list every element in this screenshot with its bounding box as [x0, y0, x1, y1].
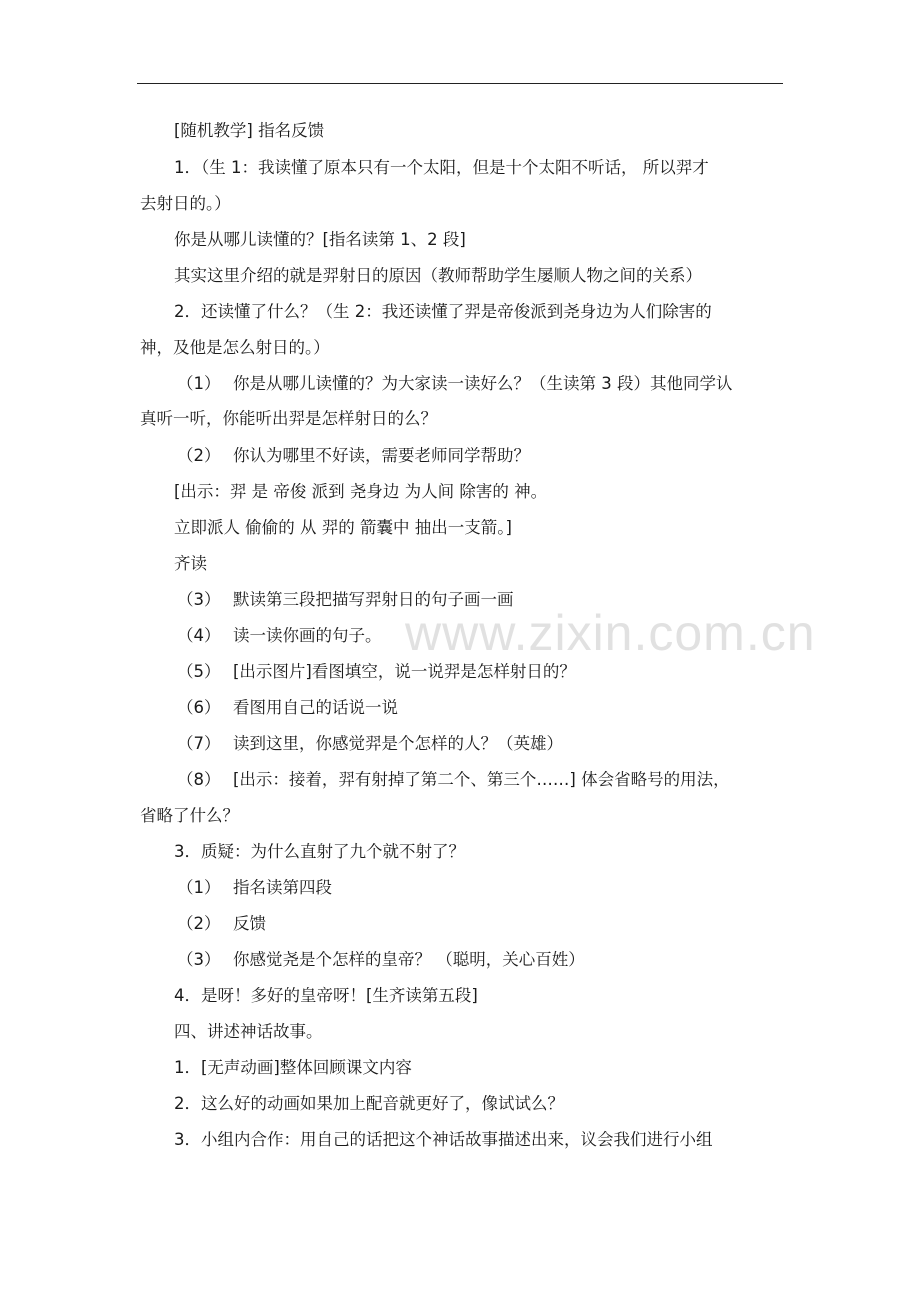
list-item — [177, 374, 733, 394]
header-rule — [137, 83, 783, 84]
list-item-text: 指名读第四段 — [233, 878, 332, 897]
list-item-number: （1） — [177, 374, 221, 393]
list-item-text: 你感觉尧是个怎样的皇帝？ （聪明，关心百姓） — [233, 950, 585, 969]
list-item — [177, 734, 563, 754]
list-item-text: 反馈 — [233, 914, 266, 933]
line-display-1: [出示：羿 是 帝俊 派到 尧身边 为人间 除害的 神。 — [174, 482, 548, 501]
line-question: 3．质疑：为什么直射了九个就不射了？ — [174, 842, 465, 861]
list-item — [177, 770, 730, 790]
list-item-number: （3） — [177, 590, 221, 609]
line-animation: 1．[无声动画]整体回顾课文内容 — [174, 1058, 412, 1077]
list-item-number: （5） — [177, 662, 221, 681]
list-item — [177, 446, 530, 466]
line-student-2-cont: 神，及他是怎么射日的。） — [140, 338, 330, 357]
list-item-cont: 真听一听，你能听出羿是怎样射日的么？ — [140, 409, 437, 428]
list-item-number: （7） — [177, 734, 221, 753]
list-item-number: （2） — [177, 914, 221, 933]
line-reason: 其实这里介绍的就是羿射日的原因（教师帮助学生屡顺人物之间的关系） — [174, 266, 702, 285]
list-item — [177, 698, 398, 718]
list-item-cont: 省略了什么？ — [140, 806, 239, 825]
list-item-number: （1） — [177, 878, 221, 897]
list-item — [177, 590, 514, 610]
list-item — [177, 914, 266, 934]
line-group-work: 3．小组内合作：用自己的话把这个神话故事描述出来，议会我们进行小组 — [174, 1130, 713, 1149]
section-heading: 四、讲述神话故事。 — [174, 1022, 323, 1041]
list-item — [177, 950, 585, 970]
list-item-text: 默读第三段把描写羿射日的句子画一画 — [233, 590, 514, 609]
list-item-number: （2） — [177, 446, 221, 465]
line-read-together: 齐读 — [174, 554, 207, 573]
list-item — [177, 626, 382, 646]
list-item-text: 你是从哪儿读懂的？为大家读一读好么？（生读第 3 段）其他同学认 — [233, 374, 733, 393]
list-item — [177, 662, 576, 682]
line-student-2: 2．还读懂了什么？（生 2：我还读懂了羿是帝俊派到尧身边为人们除害的 — [174, 302, 712, 321]
list-item-text: [出示图片]看图填空，说一说羿是怎样射日的？ — [233, 662, 576, 681]
list-item-number: （3） — [177, 950, 221, 969]
line-random-teaching: [随机教学] 指名反馈 — [174, 121, 325, 140]
line-good-emperor: 4．是呀！多好的皇帝呀！[生齐读第五段] — [174, 986, 478, 1005]
list-item-text: 读一读你画的句子。 — [233, 626, 382, 645]
list-item-text: 看图用自己的话说一说 — [233, 698, 398, 717]
list-item-text: 读到这里，你感觉羿是个怎样的人？（英雄） — [233, 734, 563, 753]
list-item — [177, 878, 332, 898]
line-dubbing: 2．这么好的动画如果加上配音就更好了，像试试么？ — [174, 1094, 564, 1113]
list-item-text: [出示：接着，羿有射掉了第二个、第三个……] 体会省略号的用法， — [233, 770, 730, 789]
list-item-text: 你认为哪里不好读，需要老师同学帮助？ — [233, 446, 530, 465]
watermark: www.zixin.com.cn — [405, 605, 816, 661]
list-item-number: （4） — [177, 626, 221, 645]
line-student-1-cont: 去射日的。） — [140, 194, 231, 213]
list-item-number: （8） — [177, 770, 221, 789]
line-where-read: 你是从哪儿读懂的？[指名读第 1、2 段] — [174, 230, 466, 249]
line-student-1: 1．（生 1：我读懂了原本只有一个太阳，但是十个太阳不听话， 所以羿才 — [174, 158, 709, 177]
list-item-number: （6） — [177, 698, 221, 717]
line-display-2: 立即派人 偷偷的 从 羿的 箭囊中 抽出一支箭。] — [174, 518, 512, 537]
